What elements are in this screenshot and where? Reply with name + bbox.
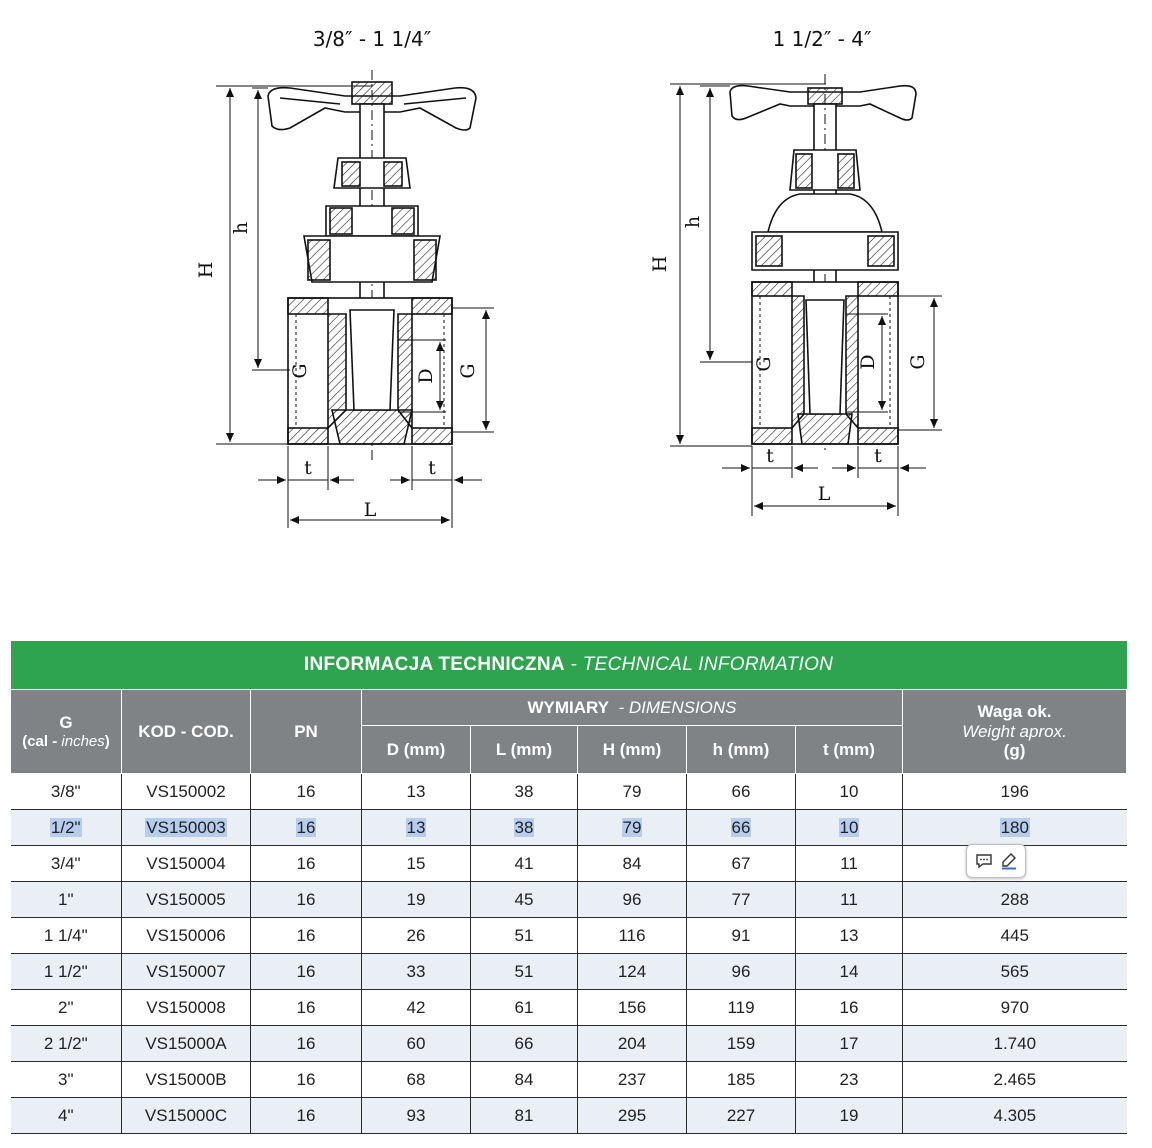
cell-weight: 2.465 <box>903 1062 1127 1098</box>
selected-text[interactable]: 180 <box>1000 817 1029 837</box>
cell-H: 96 <box>578 882 687 918</box>
cell-H: 79 <box>578 774 687 810</box>
cell-g: 2" <box>11 990 122 1026</box>
cell-pn: 16 <box>251 846 362 882</box>
cell-pn: 16 <box>251 954 362 990</box>
cell-H: 156 <box>578 990 687 1026</box>
table-row <box>11 1026 1127 1062</box>
cell-H: 237 <box>578 1062 687 1098</box>
right-t-label: t <box>766 445 774 467</box>
g-sub-a: (cal - <box>22 732 62 750</box>
cell-h: 185 <box>687 1062 796 1098</box>
selected-text[interactable]: 1/2" <box>50 817 81 837</box>
cell-H: 84 <box>578 846 687 882</box>
cell-weight: 1.740 <box>903 1026 1127 1062</box>
right-valve <box>730 74 916 450</box>
cell-d: 93 <box>362 1098 471 1134</box>
left-G-inner-label: G <box>289 363 311 379</box>
cell-weight: 288 <box>903 882 1127 918</box>
banner-title-en: TECHNICAL INFORMATION <box>582 654 834 675</box>
cell-H <box>578 810 687 846</box>
cell-d: 15 <box>362 846 471 882</box>
weight-unit: (g) <box>1003 741 1026 761</box>
cell-kod: VS150002 <box>122 774 251 810</box>
cell-kod: VS150008 <box>122 990 251 1026</box>
cell-l: 61 <box>471 990 578 1026</box>
cell-d: 19 <box>362 882 471 918</box>
banner-sep: - <box>564 654 583 675</box>
cell-g <box>11 810 122 846</box>
cell-pn: 16 <box>251 1062 362 1098</box>
cell-d: 42 <box>362 990 471 1026</box>
selected-text[interactable]: 66 <box>731 817 751 837</box>
selected-text[interactable]: 79 <box>622 817 642 837</box>
g-sub-c: ) <box>104 732 110 750</box>
left-valve <box>268 70 476 460</box>
cell-kod: VS15000A <box>122 1026 251 1062</box>
spec-table <box>10 641 1127 1134</box>
left-t2-label: t <box>428 457 436 479</box>
cell-weight: 970 <box>903 990 1127 1026</box>
right-H-label: H <box>649 255 671 273</box>
cell-d: 68 <box>362 1062 471 1098</box>
cell-h: 119 <box>687 990 796 1026</box>
cell-H: 204 <box>578 1026 687 1062</box>
selection-popup <box>966 844 1026 878</box>
cell-t <box>796 810 903 846</box>
cell-t: 14 <box>796 954 903 990</box>
selected-text[interactable]: 38 <box>514 817 534 837</box>
cell-l: 66 <box>471 1026 578 1062</box>
highlight-pen-icon[interactable] <box>997 849 1021 873</box>
table-row-selected <box>11 810 1127 846</box>
cell-H: 124 <box>578 954 687 990</box>
cell-l <box>471 810 578 846</box>
waga-label: Waga ok. <box>977 702 1052 722</box>
cell-d: 60 <box>362 1026 471 1062</box>
cell-pn: 16 <box>251 774 362 810</box>
cell-l: 38 <box>471 774 578 810</box>
left-drawing-title: 3/8″ - 1 1/4″ <box>312 27 432 51</box>
left-t-label: t <box>304 457 312 479</box>
cell-t: 16 <box>796 990 903 1026</box>
cell-t: 11 <box>796 846 903 882</box>
table-row <box>11 882 1127 918</box>
cell-h: 91 <box>687 918 796 954</box>
cell-h: 227 <box>687 1098 796 1134</box>
dimensions-pl: WYMIARY <box>527 697 609 717</box>
cell-pn: 16 <box>251 1026 362 1062</box>
cell-t: 17 <box>796 1026 903 1062</box>
cell-d: 13 <box>362 774 471 810</box>
cell-g: 1 1/4" <box>11 918 122 954</box>
right-drawing-title: 1 1/2″ - 4″ <box>772 27 872 51</box>
cell-H: 295 <box>578 1098 687 1134</box>
cell-l: 45 <box>471 882 578 918</box>
cell-weight: 445 <box>903 918 1127 954</box>
left-L-label: L <box>363 499 377 521</box>
cell-l: 84 <box>471 1062 578 1098</box>
cell-g: 3/4" <box>11 846 122 882</box>
right-D-label: D <box>857 354 879 370</box>
table-row <box>11 990 1127 1026</box>
col-header-l: L (mm) <box>471 726 578 774</box>
dimensions-sep: - <box>609 697 629 717</box>
table-banner <box>11 641 1127 690</box>
left-D-label: D <box>415 368 437 384</box>
g-sub-b: inches <box>61 732 105 750</box>
table-row <box>11 1098 1127 1134</box>
cell-t: 13 <box>796 918 903 954</box>
cell-kod: VS150005 <box>122 882 251 918</box>
cell-d: 26 <box>362 918 471 954</box>
cell-pn: 16 <box>251 882 362 918</box>
cell-weight: 4.305 <box>903 1098 1127 1134</box>
table-row <box>11 954 1127 990</box>
col-header-weight <box>903 690 1127 774</box>
col-header-H: H (mm) <box>578 726 687 774</box>
cell-weight: 196 <box>903 774 1127 810</box>
cell-h: 77 <box>687 882 796 918</box>
selected-text[interactable]: VS150003 <box>146 817 226 837</box>
table-row <box>11 846 1127 882</box>
col-header-t: t (mm) <box>796 726 903 774</box>
right-h-label: h <box>682 215 704 229</box>
technical-information-table <box>10 641 1126 1134</box>
col-header-kod: KOD - COD. <box>122 690 251 774</box>
col-header-g <box>11 690 122 774</box>
left-h-label: h <box>230 221 252 235</box>
cell-t: 10 <box>796 774 903 810</box>
cell-t: 11 <box>796 882 903 918</box>
col-header-dimensions <box>362 690 903 726</box>
table-row <box>11 918 1127 954</box>
cell-h <box>687 810 796 846</box>
selected-text[interactable]: 16 <box>296 817 316 837</box>
cell-g: 1" <box>11 882 122 918</box>
cell-pn: 16 <box>251 990 362 1026</box>
cell-t: 19 <box>796 1098 903 1134</box>
cell-l: 51 <box>471 954 578 990</box>
cell-h: 66 <box>687 774 796 810</box>
selected-text[interactable]: 10 <box>839 817 859 837</box>
cell-l: 81 <box>471 1098 578 1134</box>
col-header-d: D (mm) <box>362 726 471 774</box>
cell-kod: VS150004 <box>122 846 251 882</box>
cell-t: 23 <box>796 1062 903 1098</box>
right-G-label: G <box>907 354 929 370</box>
table-row <box>11 774 1127 810</box>
cell-weight: 565 <box>903 954 1127 990</box>
cell-h: 67 <box>687 846 796 882</box>
g-label: G <box>59 713 73 733</box>
banner-title-pl: INFORMACJA TECHNICZNA <box>303 654 565 675</box>
cell-g: 3/8" <box>11 774 122 810</box>
dimensions-en: DIMENSIONS <box>628 697 737 717</box>
cell-kod <box>122 810 251 846</box>
cell-l: 51 <box>471 918 578 954</box>
cell-g: 4" <box>11 1098 122 1134</box>
cell-kod: VS15000C <box>122 1098 251 1134</box>
left-G-label: G <box>457 363 479 379</box>
cell-d: 33 <box>362 954 471 990</box>
weight-label: Weight aprox. <box>962 721 1067 741</box>
right-L-label: L <box>817 483 831 505</box>
cell-pn: 16 <box>251 918 362 954</box>
cell-pn <box>251 810 362 846</box>
cell-kod: VS15000B <box>122 1062 251 1098</box>
cell-g: 1 1/2" <box>11 954 122 990</box>
cell-H: 116 <box>578 918 687 954</box>
selected-text[interactable]: 13 <box>406 817 426 837</box>
right-G-inner-label: G <box>753 356 775 372</box>
cell-h: 159 <box>687 1026 796 1062</box>
comment-icon[interactable] <box>972 849 996 873</box>
cell-kod: VS150007 <box>122 954 251 990</box>
left-H-label: H <box>195 261 217 279</box>
cell-g: 3" <box>11 1062 122 1098</box>
cell-h: 96 <box>687 954 796 990</box>
col-header-h: h (mm) <box>687 726 796 774</box>
cell-pn: 16 <box>251 1098 362 1134</box>
cell-g: 2 1/2" <box>11 1026 122 1062</box>
cell-weight <box>903 810 1127 846</box>
col-header-pn: PN <box>251 690 362 774</box>
cell-l: 41 <box>471 846 578 882</box>
table-row <box>11 1062 1127 1098</box>
cell-d <box>362 810 471 846</box>
right-t2-label: t <box>874 445 882 467</box>
cell-kod: VS150006 <box>122 918 251 954</box>
